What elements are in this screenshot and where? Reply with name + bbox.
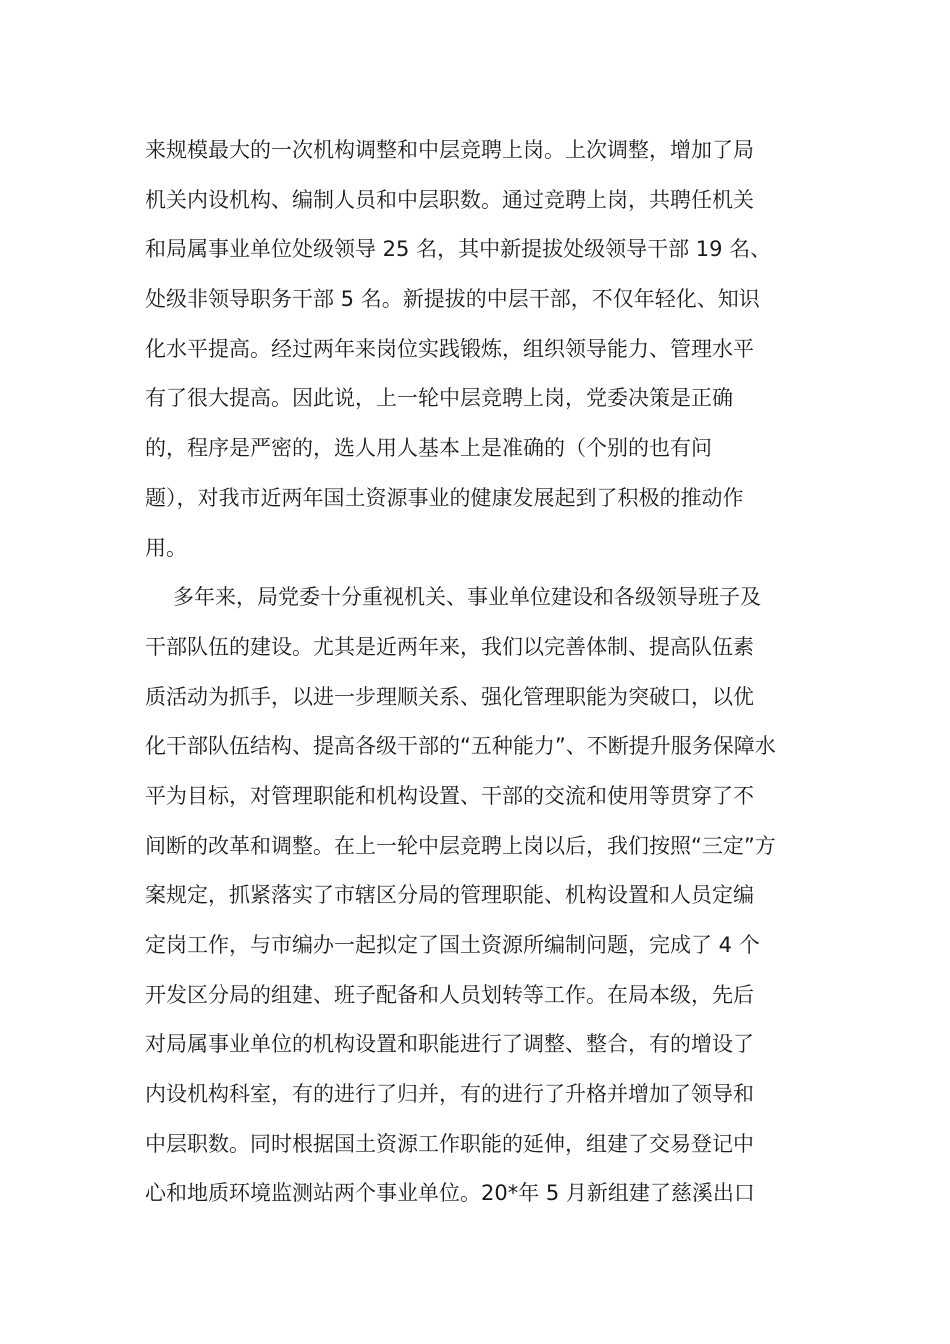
text-line: 定岗工作，与市编办一起拟定了国土资源所编制问题，完成了 4 个: [145, 933, 760, 957]
text-line: 题），对我市近两年国土资源事业的健康发展起到了积极的推动作: [145, 485, 744, 510]
text-line: 和局属事业单位处级领导 25 名，其中新提拔处级领导干部 19 名、: [145, 237, 772, 262]
text-line: 中层职数。同时根据国土资源工作职能的延伸，组建了交易登记中: [145, 1131, 754, 1156]
document-body: [145, 126, 815, 1219]
text-line: 对局属事业单位的机构设置和职能进行了调整、整合，有的增设了: [145, 1032, 754, 1057]
text-line: 用。: [145, 535, 187, 560]
text-line: 内设机构科室，有的进行了归并，有的进行了升格并增加了领导和: [145, 1082, 754, 1107]
text-line: 案规定，抓紧落实了市辖区分局的管理职能、机构设置和人员定编: [145, 883, 754, 908]
text-line: 化干部队伍结构、提高各级干部的“五种能力”、不断提升服务保障水: [145, 734, 776, 759]
text-line: 的，程序是严密的，选人用人基本上是准确的（个别的也有问: [145, 436, 712, 461]
text-line: 处级非领导职务干部 5 名。新提拔的中层干部，不仅年轻化、知识: [145, 287, 760, 312]
text-line: 干部队伍的建设。尤其是近两年来，我们以完善体制、提高队伍素: [145, 634, 754, 659]
text-line: 心和地质环境监测站两个事业单位。20*年 5 月新组建了慈溪出口: [145, 1181, 755, 1206]
text-line: 化水平提高。经过两年来岗位实践锻炼，组织领导能力、管理水平: [145, 336, 754, 361]
text-line: 间断的改革和调整。在上一轮中层竞聘上岗以后，我们按照“三定”方: [145, 833, 776, 858]
paragraph-2: [145, 573, 815, 1219]
text-line: 多年来，局党委十分重视机关、事业单位建设和各级领导班子及: [173, 585, 761, 610]
paragraph-1: [145, 126, 815, 573]
text-line: 平为目标，对管理职能和机构设置、干部的交流和使用等贯穿了不: [145, 783, 754, 808]
text-line: 机关内设机构、编制人员和中层职数。通过竞聘上岗，共聘任机关: [145, 187, 754, 212]
text-line: 有了很大提高。因此说，上一轮中层竞聘上岗，党委决策是正确: [145, 386, 733, 411]
text-line: 质活动为抓手，以进一步理顺关系、强化管理职能为突破口，以优: [145, 684, 754, 709]
text-line: 开发区分局的组建、班子配备和人员划转等工作。在局本级，先后: [145, 982, 754, 1007]
text-line: 来规模最大的一次机构调整和中层竞聘上岗。上次调整，增加了局: [145, 138, 754, 162]
